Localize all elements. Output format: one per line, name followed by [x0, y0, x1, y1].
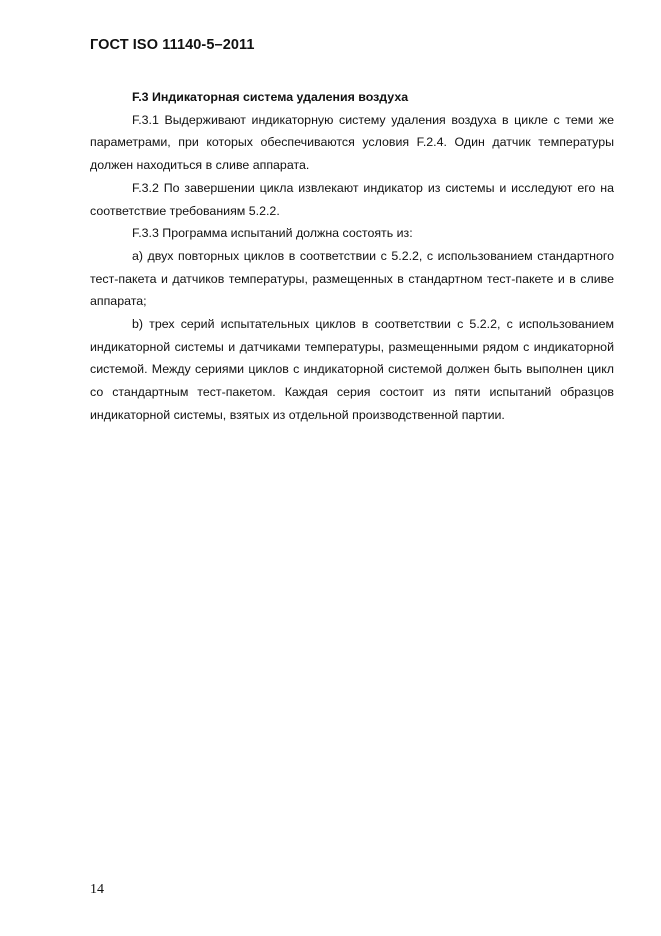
document-header: ГОСТ ISO 11140-5–2011	[90, 37, 255, 53]
paragraph-f-3-2: F.3.2 По завершении цикла извлекают индикатор из системы и исследуют его на соответствие требованиям 5.2.2.	[90, 180, 614, 218]
paragraph-f-3-3: F.3.3 Программа испытаний должна состоять из:	[132, 226, 413, 241]
document-body	[90, 86, 614, 427]
list-item-b: b) трех серий испытательных циклов в соответствии с 5.2.2, с использованием индикаторной системы и датчиками температуры, размещенными рядом с индикаторной системой. Между сериями циклов с индикаторной системой должен быть выполнен цикл со стандартным тест-пакетом. Каждая серия состоит из пяти испытаний образцов индикаторной системы, взятых из отдельной производственной партии.	[90, 317, 614, 422]
list-item-a: a) двух повторных циклов в соответствии с 5.2.2, с использованием стандартного тест-пакета и датчиков температуры, размещенных в стандартном тест-пакете и в сливе аппарата;	[90, 248, 614, 309]
section-heading: F.3 Индикаторная система удаления воздуха	[132, 90, 409, 104]
paragraph-f-3-1: F.3.1 Выдерживают индикаторную систему удаления воздуха в цикле с теми же параметрами, при которых обеспечиваются условия F.2.4. Один датчик температуры должен находиться в сливе аппарата.	[90, 112, 614, 173]
page-number: 14	[90, 882, 104, 897]
